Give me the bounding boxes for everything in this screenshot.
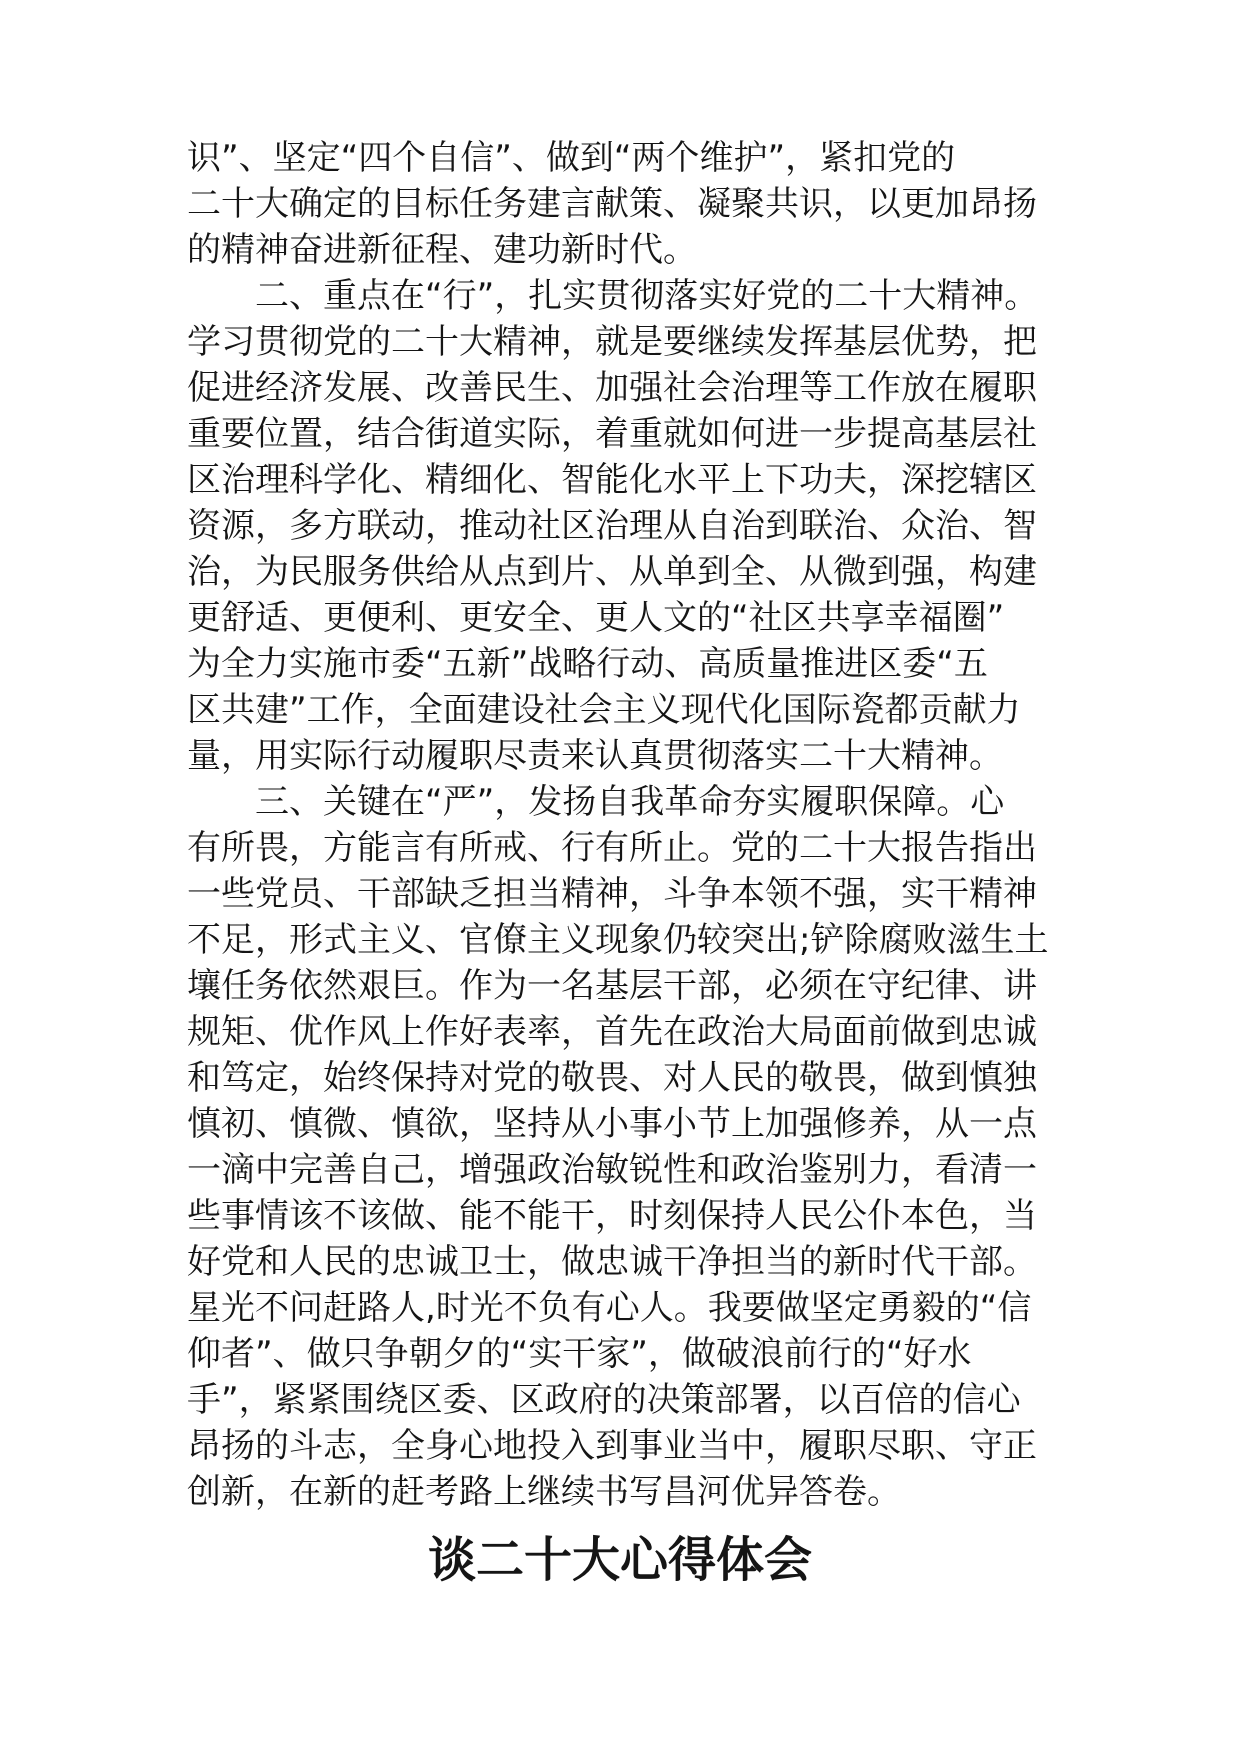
text-line: 不足，形式主义、官僚主义现象仍较突出;铲除腐败滋生土 [187,920,1049,960]
section-title: 谈二十大心得体会 [427,1532,812,1588]
text-line: 的精神奋进新征程、建功新时代。 [187,230,697,270]
text-line: 三、关键在“严”，发扬自我革命夯实履职保障。心 [187,782,1005,822]
text-line: 星光不问赶路人,时光不负有心人。我要做坚定勇毅的“信 [187,1288,1032,1328]
text-line: 二十大确定的目标任务建言献策、凝聚共识，以更加昂扬 [187,184,1037,224]
text-line: 仰者”、做只争朝夕的“实干家”，做破浪前行的“好水 [187,1334,972,1374]
text-line: 规矩、优作风上作好表率，首先在政治大局面前做到忠诚 [187,1012,1037,1052]
text-line: 更舒适、更便利、更安全、更人文的“社区共享幸福圈” [187,598,1005,638]
text-line: 治，为民服务供给从点到片、从单到全、从微到强，构建 [187,552,1037,592]
text-line: 慎初、慎微、慎欲，坚持从小事小节上加强修养，从一点 [187,1104,1037,1144]
text-line: 有所畏，方能言有所戒、行有所止。党的二十大报告指出 [187,828,1037,868]
text-line: 二、重点在“行”，扎实贯彻落实好党的二十大精神。 [187,276,1039,316]
text-line: 区治理科学化、精细化、智能化水平上下功夫，深挖辖区 [187,460,1037,500]
text-line: 手”，紧紧围绕区委、区政府的决策部署，以百倍的信心 [187,1380,1021,1420]
text-line: 学习贯彻党的二十大精神，就是要继续发挥基层优势，把 [187,322,1037,362]
text-line: 一些党员、干部缺乏担当精神，斗争本领不强，实干精神 [187,874,1037,914]
text-line: 量，用实际行动履职尽责来认真贯彻落实二十大精神。 [187,736,1003,776]
text-line: 区共建”工作，全面建设社会主义现代化国际瓷都贡献力 [187,690,1021,730]
text-line: 好党和人民的忠诚卫士，做忠诚干净担当的新时代干部。 [187,1242,1037,1282]
text-line: 识”、坚定“四个自信”、做到“两个维护”，紧扣党的 [187,138,956,178]
text-line: 昂扬的斗志，全身心地投入到事业当中，履职尽职、守正 [187,1426,1037,1466]
text-line: 一滴中完善自己，增强政治敏锐性和政治鉴别力，看清一 [187,1150,1037,1190]
text-line: 重要位置，结合街道实际，着重就如何进一步提高基层社 [187,414,1037,454]
text-line: 壤任务依然艰巨。作为一名基层干部，必须在守纪律、讲 [187,966,1037,1006]
text-line: 资源，多方联动，推动社区治理从自治到联治、众治、智 [187,506,1037,546]
text-line: 些事情该不该做、能不能干，时刻保持人民公仆本色，当 [187,1196,1037,1236]
text-line: 为全力实施市委“五新”战略行动、高质量推进区委“五 [187,644,988,684]
text-line: 创新，在新的赶考路上继续书写昌河优异答卷。 [187,1472,901,1512]
text-line: 和笃定，始终保持对党的敬畏、对人民的敬畏，做到慎独 [187,1058,1037,1098]
text-line: 促进经济发展、改善民生、加强社会治理等工作放在履职 [187,368,1037,408]
